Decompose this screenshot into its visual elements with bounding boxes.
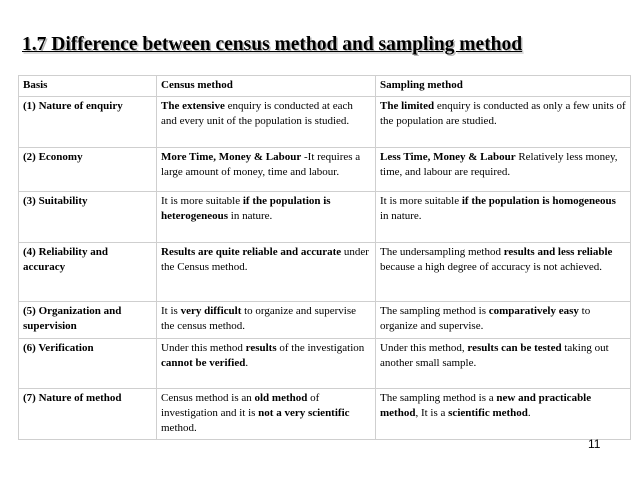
sampling-cell: [376, 192, 631, 243]
text-run: because a high degree of accuracy is not achieved.: [380, 261, 603, 273]
basis-cell: (4) Reliability and accuracy: [19, 243, 157, 302]
sampling-cell: [376, 302, 631, 339]
table-row: [19, 302, 631, 339]
basis-cell: (2) Economy: [19, 148, 157, 192]
comparison-table: [18, 75, 631, 440]
census-cell: [157, 389, 376, 440]
header-census-method: Census method: [157, 76, 376, 97]
bold-text: old method: [254, 392, 308, 404]
census-cell: [157, 148, 376, 192]
text-run: -It requires a large amount of money, time and labour.: [161, 151, 361, 178]
sampling-cell: [376, 243, 631, 302]
census-cell: [157, 97, 376, 148]
header-sampling-method: Sampling method: [376, 76, 631, 97]
bold-text: cannot be verified: [161, 357, 246, 369]
bold-text: results and less reliable: [503, 246, 613, 258]
basis-cell: (3) Suitability: [19, 192, 157, 243]
table-header-row: [19, 76, 631, 97]
text-run: .: [527, 407, 531, 419]
bold-text: if the population is heterogeneous: [161, 195, 331, 222]
text-run: to organize and supervise the census method.: [161, 305, 357, 332]
text-run: Under this method,: [380, 342, 468, 354]
text-run: to organize and supervise.: [380, 305, 591, 332]
table-row: [19, 339, 631, 389]
text-run: .: [245, 357, 249, 369]
sampling-cell: [376, 97, 631, 148]
bold-text: Results are quite reliable and accurate: [161, 246, 342, 258]
text-run: in nature.: [380, 210, 422, 222]
basis-cell: (7) Nature of method: [19, 389, 157, 440]
bold-text: if the population is homogeneous: [461, 195, 616, 207]
text-run: It is more suitable: [161, 195, 243, 207]
text-run: , It is a: [415, 407, 449, 419]
census-cell: [157, 243, 376, 302]
bold-text: not a very scientific: [258, 407, 350, 419]
sampling-cell: [376, 339, 631, 389]
census-cell: [157, 302, 376, 339]
bold-text: Less Time, Money & Labour: [380, 151, 516, 163]
text-run: The sampling method is a: [380, 392, 497, 404]
text-run: It is: [161, 305, 181, 317]
table-row: [19, 192, 631, 243]
text-run: The sampling method is: [380, 305, 489, 317]
text-run: enquiry is conducted as only a few units of the population are studied.: [380, 100, 626, 127]
table-row: [19, 97, 631, 148]
bold-text: The extensive: [161, 100, 225, 112]
bold-text: More Time, Money & Labour: [161, 151, 302, 163]
basis-cell: (1) Nature of enquiry: [19, 97, 157, 148]
bold-text: very difficult: [180, 305, 242, 317]
bold-text: results can be tested: [467, 342, 562, 354]
text-run: in nature.: [228, 210, 273, 222]
bold-text: new and practicable method: [380, 392, 592, 419]
basis-cell: (6) Verification: [19, 339, 157, 389]
text-run: Relatively less money, time, and labour are required.: [380, 151, 618, 178]
text-run: method.: [161, 422, 197, 434]
text-run: under the Census method.: [161, 246, 369, 273]
text-run: It is more suitable: [380, 195, 462, 207]
table-row: [19, 389, 631, 440]
text-run: taking out another small sample.: [380, 342, 609, 369]
basis-cell: (5) Organization and supervision: [19, 302, 157, 339]
header-basis: Basis: [19, 76, 157, 97]
text-run: of the investigation: [276, 342, 365, 354]
bold-text: comparatively easy: [488, 305, 579, 317]
text-run: Census method is an: [161, 392, 255, 404]
table-row: [19, 243, 631, 302]
text-run: The undersampling method: [380, 246, 504, 258]
text-run: enquiry is conducted at each and every unit of the population is studied.: [161, 100, 353, 127]
page-title: 1.7 Difference between census method and sampling method: [22, 34, 523, 55]
bold-text: results: [245, 342, 277, 354]
text-run: Under this method: [161, 342, 246, 354]
census-cell: [157, 192, 376, 243]
bold-text: The limited: [380, 100, 435, 112]
page-number: 11: [588, 437, 601, 451]
text-run: of investigation and it is: [161, 392, 320, 419]
sampling-cell: [376, 389, 631, 440]
bold-text: scientific method: [448, 407, 528, 419]
sampling-cell: [376, 148, 631, 192]
census-cell: [157, 339, 376, 389]
table-row: [19, 148, 631, 192]
